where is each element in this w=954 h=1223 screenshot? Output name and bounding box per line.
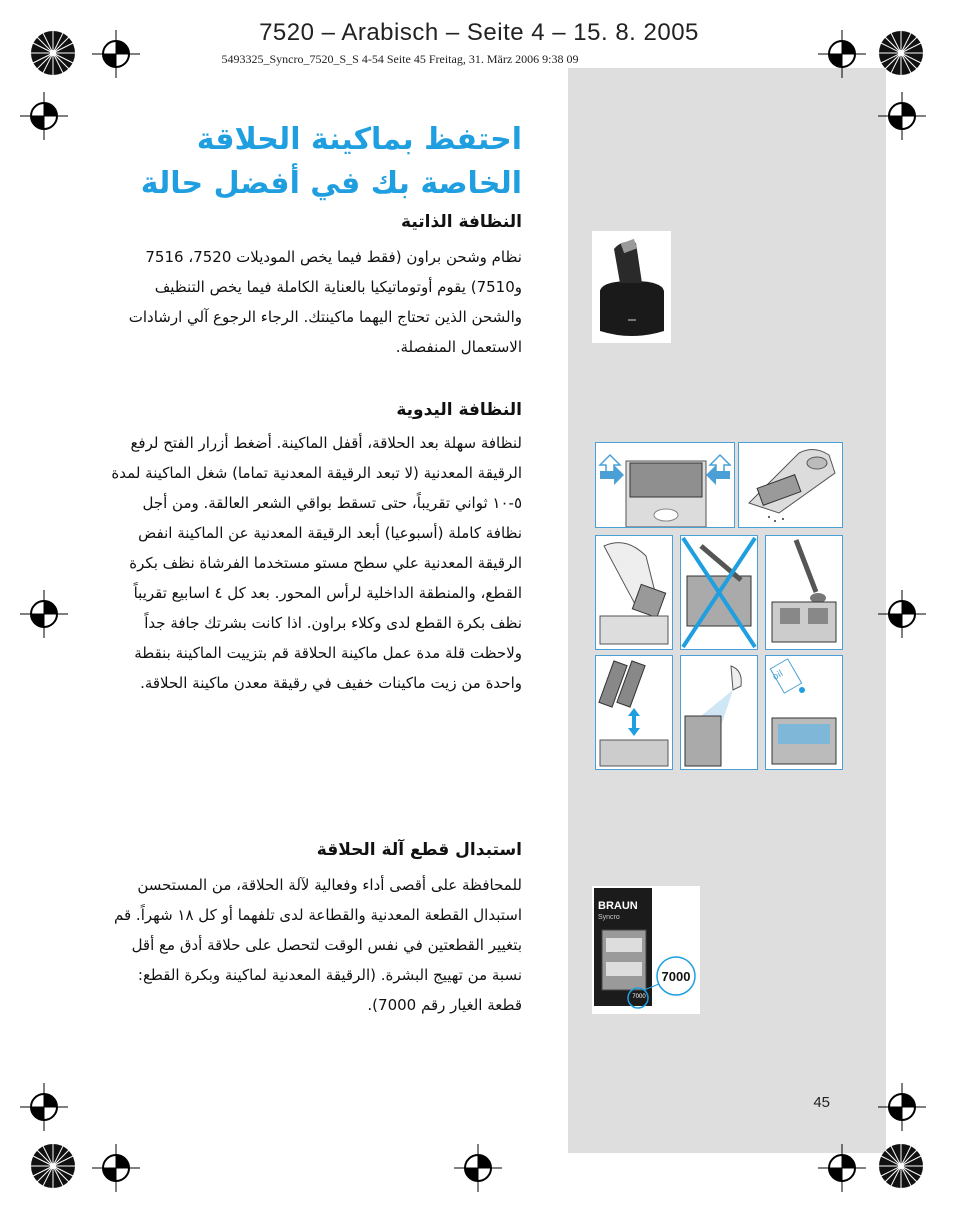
starburst-mark-bottom-right bbox=[878, 1143, 924, 1189]
registration-mark-bottom-center bbox=[454, 1144, 502, 1192]
heading-self-cleaning: النظافة الذاتية bbox=[401, 212, 522, 232]
open-foil-buttons-image bbox=[595, 442, 735, 528]
heading-replacement-parts: استبدال قطع آلة الحلاقة bbox=[316, 840, 522, 860]
paragraph-manual-cleaning: لنظافة سهلة بعد الحلاقة، أقفل الماكينة. أضغط أزرار الفتح لرفع الرقيقة المعدنية (لا تبعد الرقيقة المعدنية تماما) شغل الماكينة لمدة ٥-١٠ ثواني تقريباً، حتى تسقط بواقي الشعر العالقة. ومن أجل نظافة كاملة (أسبوعيا) أبعد الرقيقة المعدنية عن الماكينة انفض الرقيقة المعدنية علي سطح مستو مستخدما الفرشاة نظف بكرة القطع، والمنطقة الداخلية لرأس المحور. بعد كل ٤ اسابيع تقريباً نظف بكرة القطع لدى وكلاء براون. اذا كانت بشرتك جافة جداً ولاحظت قلة مدة عمل ماكينة الحلاقة قم بتزييت الماكينة بنقطة واحدة من زيت ماكينات خفيف في رقيقة معدن ماكينة الحلاقة. bbox=[111, 434, 522, 692]
registration-mark-bottom-right bbox=[818, 1144, 866, 1192]
braun-logo: BRAUN bbox=[598, 900, 638, 912]
print-file-info: 5493325_Syncro_7520_S_S 4-54 Seite 45 Freitag, 31. März 2006 9:38 09 bbox=[221, 52, 579, 66]
registration-mark-mid-left bbox=[20, 590, 68, 638]
registration-mark-top-right bbox=[818, 30, 866, 78]
paragraph-replacement-parts: للمحافظة على أقصى أداء وفعالية لآلة الحلاقة، من المستحسن استبدال القطعة المعدنية والقطاعة لدى تلفهما أو كل ١٨ شهراً. قم بتغيير القطعتين في نفس الوقت لتحصل على حلاقة أدق مع أقل نسبة من تهييج البشرة. (الرقيقة المعدنية لماكينة وبكرة القطع: قطعة الغيار رقم 7000). bbox=[114, 876, 522, 1014]
spray-cleaner-image bbox=[680, 655, 758, 770]
registration-mark-upper-right bbox=[878, 92, 926, 140]
shaver-running-image bbox=[738, 442, 843, 528]
clean-charge-station-image bbox=[592, 231, 671, 343]
part-number-callout: 7000 bbox=[661, 969, 691, 984]
registration-mark-top-left bbox=[92, 30, 140, 78]
starburst-mark-bottom-left bbox=[30, 1143, 76, 1189]
page-number: 45 bbox=[813, 1094, 830, 1111]
syncro-label: Syncro bbox=[598, 914, 620, 921]
section-title: احتفظ بماكينة الحلاقة الخاصة بك في أفضل حالة bbox=[140, 122, 522, 201]
replacement-pack-image bbox=[592, 886, 700, 1014]
registration-mark-upper-left bbox=[20, 92, 68, 140]
oil-foil-image bbox=[765, 655, 843, 770]
registration-mark-mid-right bbox=[878, 590, 926, 638]
remove-foil-image bbox=[595, 535, 673, 650]
print-header: 7520 – Arabisch – Seite 4 – 15. 8. 2005 bbox=[259, 19, 699, 46]
registration-mark-lower-right bbox=[878, 1083, 926, 1131]
pack-part-number: 7000 bbox=[632, 994, 646, 1000]
do-not-brush-foil-image bbox=[680, 535, 758, 650]
paragraph-self-cleaning: نظام وشحن براون (فقط فيما يخص الموديلات 7520، 7516 و7510) يقوم أوتوماتيكيا بالعناية الكاملة فيما يخص التنظيف والشحن الذين تحتاج اليهما ماكينتك. الرجاء الرجوع آلي ارشادات الاستعمال المنفصلة. bbox=[128, 248, 522, 356]
starburst-mark-top-right bbox=[878, 30, 924, 76]
registration-mark-lower-left bbox=[20, 1083, 68, 1131]
oil-label: oil bbox=[771, 668, 786, 683]
reinsert-parts-image bbox=[595, 655, 673, 770]
starburst-mark-top-left bbox=[30, 30, 76, 76]
registration-mark-bottom-left bbox=[92, 1144, 140, 1192]
brush-cutter-block-image bbox=[765, 535, 843, 650]
heading-manual-cleaning: النظافة اليدوية bbox=[396, 400, 522, 420]
